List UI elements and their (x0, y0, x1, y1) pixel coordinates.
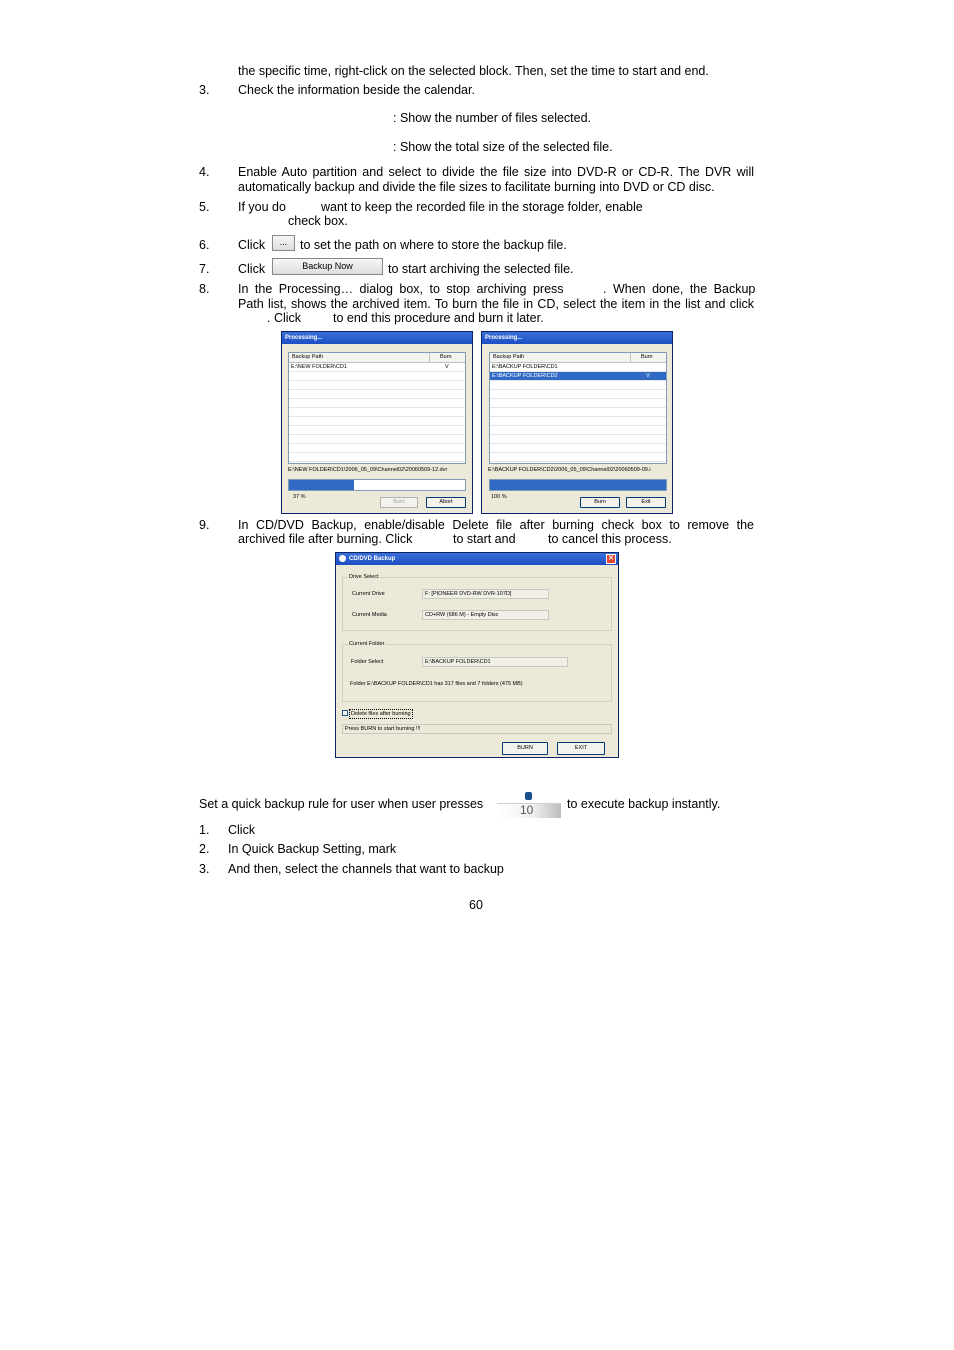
folder-select-label: Folder Select (351, 659, 384, 665)
delete-files-label[interactable]: Delete files after burning (351, 711, 411, 717)
progress-bar (288, 479, 466, 491)
step-text: want to keep the recorded file in the storage folder, enable (321, 200, 643, 214)
text-line: the specific time, right-click on the selected block. Then, set the time to start and end. (238, 64, 709, 78)
step-text: to end this procedure and burn it later. (333, 311, 544, 325)
backup-now-button[interactable]: Backup Now (272, 258, 383, 275)
progress-bar (489, 479, 667, 491)
burn-button[interactable]: Burn (580, 497, 620, 508)
step-text: to start archiving the selected file. (388, 262, 574, 276)
close-icon[interactable]: ✕ (606, 554, 616, 564)
step-text: If you do (238, 200, 286, 214)
step-text: In the Processing… dialog box, to stop archiving press (238, 282, 564, 296)
key-label: 10 (520, 803, 534, 817)
step-text: check box. (288, 214, 348, 228)
step-text: . When done, the Backup (603, 282, 756, 296)
step-text: In Quick Backup Setting, mark (228, 842, 397, 856)
step-text: Check the information beside the calendar. (238, 83, 475, 97)
list-item[interactable] (289, 363, 465, 372)
step-number: 1. (199, 823, 210, 837)
current-drive-label: Current Drive (352, 591, 385, 597)
progress-percent: 100 % (491, 494, 507, 500)
row-burn: V (445, 364, 449, 370)
step-text: . Click (267, 311, 302, 325)
list-header (289, 353, 465, 363)
step-number: 6. (199, 238, 210, 252)
step-text: Enable Auto partition and select to divide the file size into DVD-R or CD-R. The DVR will (238, 165, 754, 179)
step-number: 9. (199, 518, 210, 532)
delete-files-checkbox[interactable] (342, 710, 348, 716)
step-number: 5. (199, 200, 210, 214)
group-caption: Current Folder (349, 641, 385, 647)
step-number: 3. (199, 83, 210, 97)
list-header (490, 353, 666, 363)
page-number: 60 (469, 898, 483, 912)
step-number: 3. (199, 862, 210, 876)
step-number: 8. (199, 282, 210, 296)
current-file: E:\BACKUP FOLDER\CD2\2006_05_09\Channel02\20060509-09.i (488, 467, 651, 473)
row-burn: V (646, 373, 650, 379)
status-bar: Press BURN to start burning !!! (342, 724, 612, 734)
column-backup-path[interactable]: Backup Path (493, 354, 525, 360)
folder-select-field[interactable]: E:\BACKUP FOLDER\CD1 (422, 657, 568, 667)
text-line: Set a quick backup rule for user when user presses (199, 797, 484, 811)
current-file: E:\NEW FOLDER\CD1\2006_05_09\Channel02\20060509-12.dvr (288, 467, 448, 473)
step-text: to start and (453, 532, 516, 546)
current-media-field: CD+RW (686 M) - Empty Disc (422, 610, 549, 620)
step-text: to cancel this process. (548, 532, 672, 546)
exit-button[interactable]: Exit (626, 497, 666, 508)
backup-path-list[interactable] (288, 352, 466, 464)
step-number: 7. (199, 262, 210, 276)
step-text: In CD/DVD Backup, enable/disable Delete file after burning check box to remove the (238, 518, 754, 532)
step-number: 4. (199, 165, 210, 179)
info-files-selected: : Show the number of files selected. (393, 111, 592, 125)
column-burn[interactable]: Burn (429, 353, 452, 362)
step-text: Click (228, 823, 256, 837)
column-backup-path[interactable]: Backup Path (292, 354, 324, 360)
drive-select-group (342, 574, 612, 631)
dialog-title: Processing... (282, 332, 472, 344)
browse-button[interactable]: ... (272, 235, 295, 251)
list-item-selected[interactable] (490, 372, 666, 381)
step-text: And then, select the channels that want to backup (228, 862, 504, 876)
burn-button[interactable]: BURN (502, 742, 548, 755)
key-10-button[interactable] (497, 791, 561, 819)
current-media-label: Current Media (352, 612, 387, 618)
backup-key-icon (525, 792, 532, 800)
step-text: to set the path on where to store the backup file. (300, 238, 567, 252)
step-number: 2. (199, 842, 210, 856)
text-line: to execute backup instantly. (567, 797, 721, 811)
folder-info: Folder E:\BACKUP FOLDER\CD1 has 317 files and 7 folders (475 MB) (350, 681, 523, 687)
processing-dialog-2 (481, 331, 673, 514)
backup-path-list[interactable] (489, 352, 667, 464)
abort-button[interactable]: Abort (426, 497, 466, 508)
processing-dialog-1 (281, 331, 473, 514)
burn-button[interactable]: Burn (380, 497, 418, 508)
row-path: E:\NEW FOLDER\CD1 (291, 364, 347, 370)
row-path: E:\BACKUP FOLDER\CD1 (492, 364, 558, 370)
info-total-size: : Show the total size of the selected file. (393, 140, 613, 154)
step-text: Path list, shows the archived item. To burn the file in CD, select the item in the list and click (238, 297, 754, 311)
exit-button[interactable]: EXIT (557, 742, 605, 755)
disc-icon (339, 555, 346, 562)
step-text: Click (238, 262, 266, 276)
step-text: archived file after burning. Click (238, 532, 413, 546)
group-caption: Drive Select (349, 574, 379, 580)
progress-percent: 37 % (293, 494, 306, 500)
cd-dvd-backup-dialog (335, 552, 619, 758)
current-folder-group (342, 641, 612, 702)
row-path: E:\BACKUP FOLDER\CD2 (492, 373, 558, 379)
column-burn[interactable]: Burn (630, 353, 653, 362)
dialog-titlebar (336, 553, 618, 565)
step-text: automatically backup and divide the file sizes to facilitate burning into DVD or CD disc. (238, 180, 715, 194)
current-drive-field: F: [PIONEER DVD-RW DVR-107D] (422, 589, 549, 599)
dialog-title: CD/DVD Backup (349, 556, 396, 562)
dialog-title: Processing... (482, 332, 672, 344)
list-item[interactable] (490, 363, 666, 372)
step-text: Click (238, 238, 266, 252)
